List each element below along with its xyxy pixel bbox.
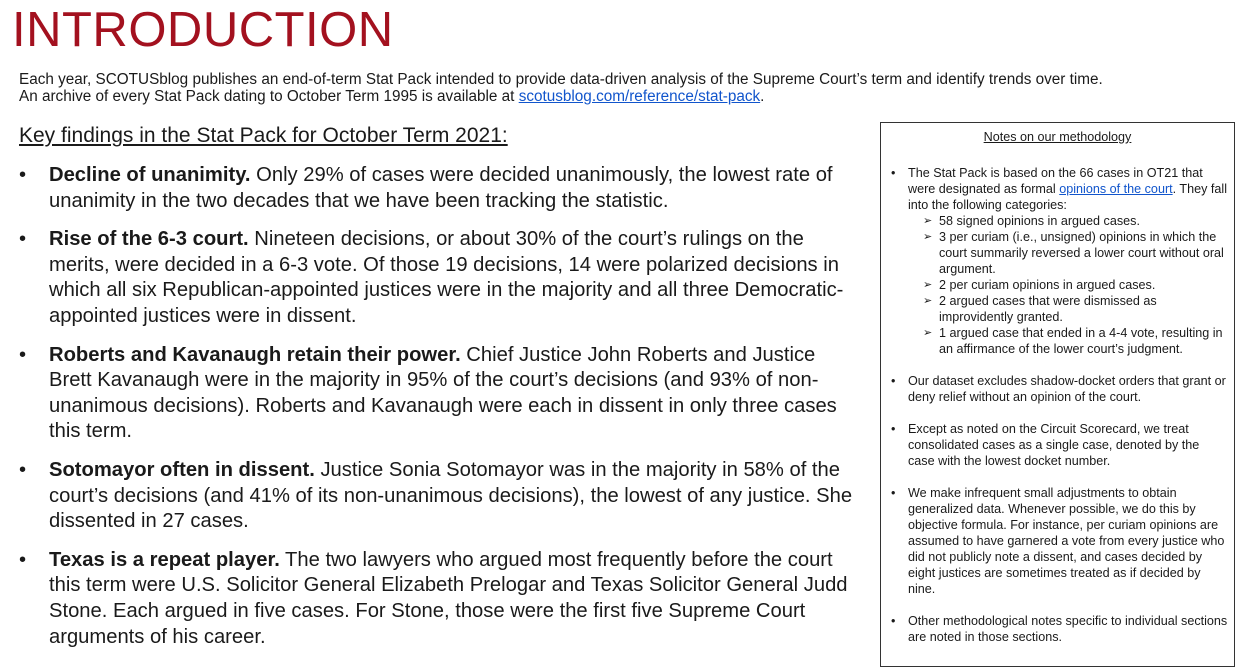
methodology-box: [880, 122, 1235, 667]
bullet-icon: •: [891, 374, 896, 388]
note-item: [881, 421, 1234, 469]
finding-item: [19, 163, 859, 214]
finding-text: Justice Sonia Sotomayor was in the majority in 58% of the court’s decisions (and 41% of its non-unanimous decisions), the lowest of any justice. She dissented in 27 cases.: [49, 458, 853, 533]
bullet-icon: •: [891, 166, 896, 180]
note-text: Our dataset excludes shadow-docket orders that grant or deny relief without an opinion of the court.: [908, 374, 1226, 404]
finding-text: Only 29% of cases were decided unanimously, the lowest rate of unanimity in the two decades that we have been tracking the statistic.: [49, 164, 833, 212]
category-item: [923, 213, 1228, 229]
finding-title: Texas is a repeat player.: [49, 548, 280, 571]
intro-line-2: [19, 88, 1234, 105]
finding-text: Nineteen decisions, or about 30% of the court’s rulings on the merits, were decided in a 6-3 vote. Of those 19 decisions, 14 were polarized decisions in which all six Republican-appointed justices were in the majority and all three Democratic-appointed justices were in dissent.: [49, 228, 844, 327]
bullet-icon: •: [19, 228, 27, 251]
opinions-of-the-court-link[interactable]: opinions of the court: [1059, 182, 1173, 196]
note-item: [881, 373, 1234, 405]
category-list: [908, 213, 1228, 357]
finding-item: [19, 458, 859, 535]
finding-item: [19, 343, 859, 445]
arrow-bullet-icon: ➢: [923, 231, 933, 243]
note-item: [881, 165, 1234, 357]
note-text: Except as noted on the Circuit Scorecard, we treat consolidated cases as a single case, denoted by the case with the lowest docket number.: [908, 422, 1200, 468]
finding-title: Roberts and Kavanaugh retain their power.: [49, 343, 461, 366]
finding-text: Chief Justice John Roberts and Justice Brett Kavanaugh were in the majority in 95% of the court’s decisions (and 93% of non-unanimous decisions). Roberts and Kavanaugh were each in dissent in only three cases this term.: [49, 343, 837, 443]
category-text: 1 argued case that ended in a 4-4 vote, resulting in an affirmance of the lower court’s judgment.: [939, 326, 1223, 356]
note-text: The Stat Pack is based on the 66 cases in OT21 that were designated as formal: [908, 166, 1203, 196]
finding-item: [19, 227, 859, 329]
arrow-bullet-icon: ➢: [923, 279, 933, 291]
key-findings-list: [19, 163, 859, 663]
bullet-icon: •: [891, 422, 896, 436]
category-item: [923, 277, 1228, 293]
methodology-notes: [881, 165, 1234, 645]
stat-pack-archive-link[interactable]: scotusblog.com/reference/stat-pack: [518, 88, 761, 105]
arrow-bullet-icon: ➢: [923, 327, 933, 339]
category-text: 2 per curiam opinions in argued cases.: [939, 278, 1156, 292]
finding-title: Decline of unanimity.: [49, 164, 251, 186]
bullet-icon: •: [19, 548, 27, 571]
key-findings-heading: Key findings in the Stat Pack for October Term 2021:: [19, 124, 508, 147]
bullet-icon: •: [19, 458, 27, 481]
note-text: We make infrequent small adjustments to obtain generalized data. Whenever possible, we do this by objective formula. For instance, per curiam opinions are assumed to have garnered a vote from every justice who did not publicly note a dissent, and cases decided by eight justices are sometimes treated as if decided by nine.: [908, 486, 1225, 596]
category-item: [923, 293, 1228, 325]
page-title: INTRODUCTION: [12, 3, 394, 57]
intro-paragraph: [19, 71, 1234, 105]
note-text: Other methodological notes specific to individual sections are noted in those sections.: [908, 614, 1228, 644]
bullet-icon: •: [19, 343, 27, 366]
bullet-icon: •: [891, 614, 896, 628]
finding-text: The two lawyers who argued most frequently before the court this term were U.S. Solicitor General Elizabeth Prelogar and Texas Solicitor General Judd Stone. Each argued in five cases. For Stone, those were the first five Supreme Court arguments of his career.: [49, 548, 848, 648]
finding-item: [19, 548, 859, 650]
category-text: 2 argued cases that were dismissed as improvidently granted.: [939, 294, 1157, 324]
note-item: [881, 485, 1234, 597]
bullet-icon: •: [891, 486, 896, 500]
finding-title: Rise of the 6-3 court.: [49, 228, 249, 251]
category-text: 3 per curiam (i.e., unsigned) opinions in which the court summarily reversed a lower court without oral argument.: [939, 230, 1224, 276]
methodology-title: Notes on our methodology: [983, 130, 1132, 144]
category-item: [923, 229, 1228, 277]
note-text: . They fall into the following categories:: [908, 182, 1228, 212]
category-text: 58 signed opinions in argued cases.: [939, 214, 1140, 228]
category-item: [923, 325, 1228, 357]
arrow-bullet-icon: ➢: [923, 215, 933, 227]
bullet-icon: •: [19, 164, 27, 186]
arrow-bullet-icon: ➢: [923, 295, 933, 307]
intro-text: An archive of every Stat Pack dating to October Term 1995 is available at: [19, 88, 519, 105]
finding-title: Sotomayor often in dissent.: [49, 458, 315, 481]
note-item: [881, 613, 1234, 645]
intro-line-1: Each year, SCOTUSblog publishes an end-of-term Stat Pack intended to provide data-driven analysis of the Supreme Court’s term and identify trends over time.: [19, 71, 1103, 88]
intro-text: .: [760, 88, 765, 105]
